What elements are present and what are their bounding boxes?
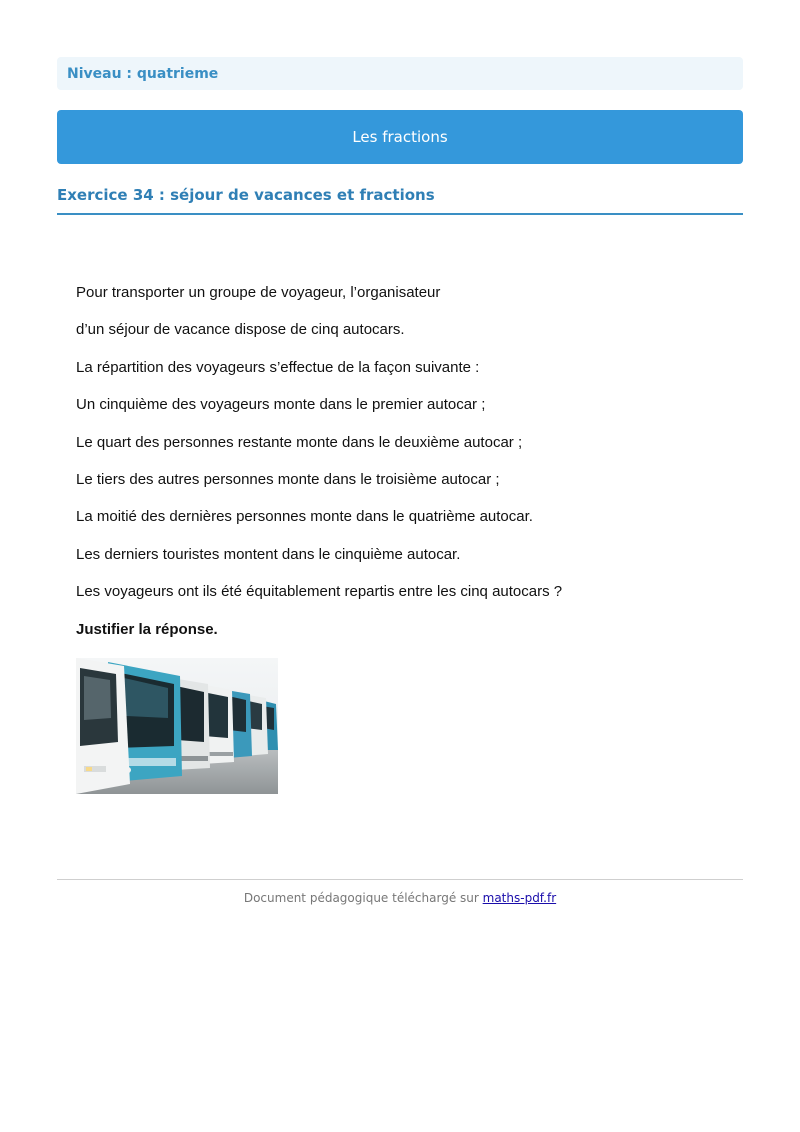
problem-line: La répartition des voyageurs s’effectue de la façon suivante :	[76, 358, 480, 376]
footer-text: Document pédagogique téléchargé sur	[243, 891, 483, 905]
problem-statement	[76, 282, 736, 656]
exercise-title: Exercice 34 : séjour de vacances et fractions	[57, 184, 743, 215]
footer-divider	[57, 879, 743, 880]
problem-line: Les derniers touristes montent dans le cinquième autocar.	[76, 545, 461, 563]
problem-line: Pour transporter un groupe de voyageur, l’organisateur	[76, 284, 441, 301]
problem-line: Les voyageurs ont ils été équitablement repartis entre les cinq autocars ?	[76, 583, 563, 601]
topic-banner	[57, 110, 743, 164]
problem-line: Le tiers des autres personnes monte dans le troisième autocar ;	[76, 470, 500, 488]
problem-line: La moitié des dernières personnes monte dans le quatrième autocar.	[76, 508, 533, 526]
footer-link[interactable]: maths-pdf.fr	[482, 891, 557, 905]
problem-line: Le quart des personnes restante monte dans le deuxième autocar ;	[76, 433, 523, 451]
topic-title: Les fractions	[352, 128, 448, 146]
level-label	[57, 57, 743, 90]
problem-instruction: Justifier la réponse.	[76, 620, 218, 638]
problem-line: Un cinquième des voyageurs monte dans le premier autocar ;	[76, 396, 486, 414]
level-text: Niveau : quatrieme	[67, 65, 219, 82]
bus-photo	[76, 658, 278, 794]
footer	[0, 891, 800, 905]
problem-line: d’un séjour de vacance dispose de cinq autocars.	[76, 321, 405, 339]
